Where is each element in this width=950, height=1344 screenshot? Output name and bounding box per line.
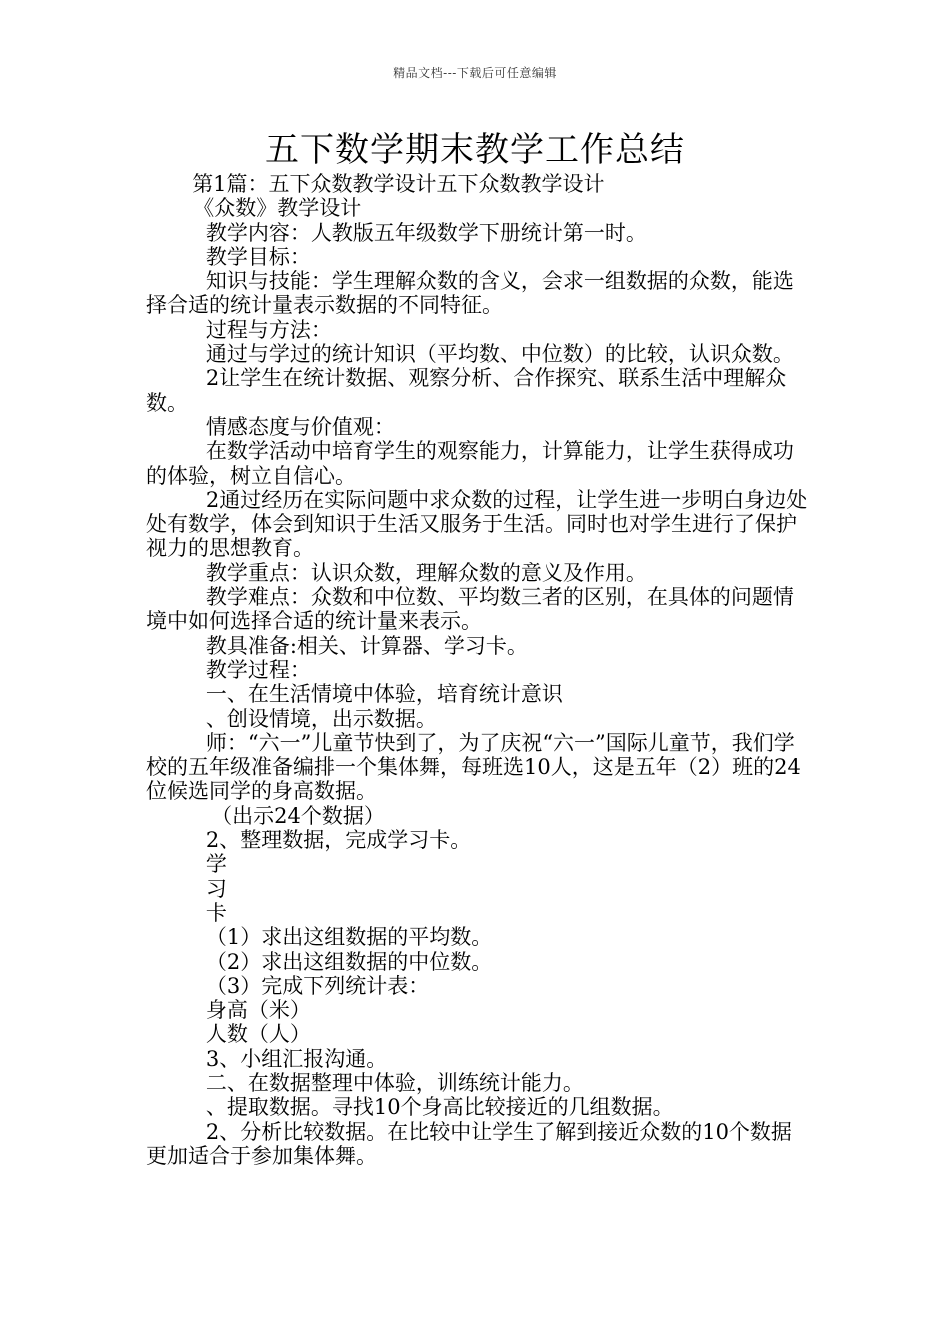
paragraph: 人数（人） [205,1022,311,1047]
paragraph: 教学内容：人教版五年级数学下册统计第一时。 [205,220,647,245]
paragraph: （2）求出这组数据的中位数。 [205,949,493,974]
paragraph: 过程与方法： [205,317,332,342]
paragraph: 、创设情境，出示数据。 [205,706,437,731]
paragraph: 通过与学过的统计知识（平均数、中位数）的比较，认识众数。 [205,342,794,367]
paragraph: 在数学活动中培育学生的观察能力，计算能力，让学生获得成功的体验，树立自信心。 [146,439,794,488]
paragraph: 教具准备:相关、计算器、学习卡。 [205,633,528,658]
paragraph: 情感态度与价值观： [205,414,395,439]
paragraph: （3）完成下列统计表： [205,973,430,998]
paragraph: 2让学生在统计数据、观察分析、合作探究、联系生活中理解众数。 [146,366,787,415]
paragraph: 教学目标： [205,244,311,269]
document-body [146,172,810,1168]
paragraph: 2、整理数据，完成学习卡。 [205,828,472,853]
watermark-header: 精品文档---下载后可任意编辑 [393,66,557,80]
paragraph: 卡 [205,900,227,925]
paragraph: （出示24个数据） [211,803,385,828]
section-heading: 第1篇：五下众数教学设计五下众数教学设计 [192,172,605,196]
paragraph: 学 [205,852,227,877]
paragraph: 教学难点：众数和中位数、平均数三者的区别，在具体的问题情境中如何选择合适的统计量来表示。 [146,585,794,634]
paragraph: 二、在数据整理中体验，训练统计能力。 [205,1070,584,1095]
paragraph: 3、小组汇报沟通。 [205,1046,388,1071]
paragraph: 一、在生活情境中体验，培育统计意识 [205,682,563,707]
paragraph: 、提取数据。寻找10个身高比较接近的几组数据。 [205,1095,674,1120]
paragraph: 《众数》教学设计 [193,196,362,221]
paragraph: 师：“六一”儿童节快到了，为了庆祝“六一”国际儿童节，我们学校的五年级准备编排一个集体舞，每班选10人，这是五年（2）班的24位候选同学的身高数据。 [146,730,801,804]
paragraph: 教学过程： [205,657,311,682]
document-title: 五下数学期末教学工作总结 [265,130,685,170]
paragraph: （1）求出这组数据的平均数。 [205,925,493,950]
paragraph: 2、分析比较数据。在比较中让学生了解到接近众数的10个数据更加适合于参加集体舞。 [146,1119,792,1168]
paragraph: 知识与技能：学生理解众数的含义，会求一组数据的众数，能选择合适的统计量表示数据的不同特征。 [146,269,794,318]
paragraph: 教学重点：认识众数，理解众数的意义及作用。 [205,560,647,585]
paragraph: 习 [205,876,227,901]
paragraph: 2通过经历在实际问题中求众数的过程，让学生进一步明白身边处处有数学，体会到知识于生活又服务于生活。同时也对学生进行了保护视力的思想教育。 [146,487,808,561]
paragraph: 身高（米） [205,998,311,1023]
